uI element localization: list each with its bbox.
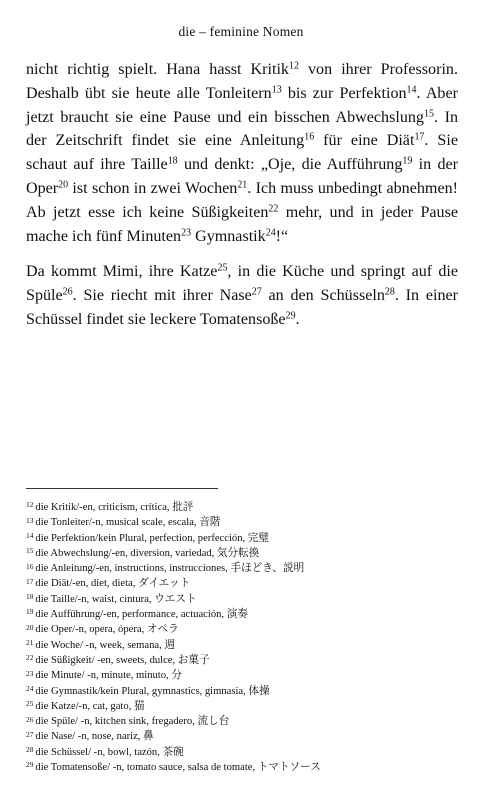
footnote-separator (26, 488, 218, 489)
text-run: , in die Küche und springt auf die Spüle (26, 263, 458, 305)
footnote-marker[interactable]: 16 (304, 131, 315, 143)
footnote-text: die Aufführung/-en, performance, actuación, 演奏 (35, 609, 248, 621)
footnote-number: 21 (26, 638, 34, 648)
footnote-marker[interactable]: 29 (285, 310, 296, 322)
footnote-marker[interactable]: 13 (271, 84, 282, 96)
footnote-number: 25 (26, 699, 34, 709)
text-run: mehr, und in jeder Pause mache ich fünf Minuten (26, 203, 459, 245)
footnote-marker[interactable]: 18 (167, 155, 178, 167)
footnote-text: die Perfektion/kein Plural, perfection, perfección, 完璧 (35, 532, 269, 544)
footnote-item (26, 699, 466, 714)
footnote-number: 26 (26, 714, 34, 724)
footnote-item (26, 515, 466, 530)
footnote-marker[interactable]: 23 (181, 227, 192, 239)
footnote-marker[interactable]: 25 (217, 262, 228, 274)
footnote-marker[interactable]: 24 (265, 227, 276, 239)
text-run: . In einer Schüssel findet sie leckere Tomatensoße (26, 287, 459, 328)
footnote-text: die Spüle/ -n, kitchen sink, fregadero, 流し台 (35, 716, 230, 728)
footnote-text: die Taille/-n, waist, cintura, ウエスト (35, 593, 197, 605)
footnote-item (26, 745, 466, 760)
footnote-number: 16 (26, 561, 34, 571)
footnote-number: 19 (26, 607, 34, 617)
footnote-marker[interactable]: 15 (423, 108, 434, 120)
footnote-marker[interactable]: 26 (62, 286, 73, 298)
footnote-item (26, 622, 466, 637)
footnote-item (26, 546, 466, 561)
footnote-text: die Oper/-n, opera, ópera, オペラ (35, 624, 179, 636)
footnote-item (26, 500, 466, 515)
footnote-number: 15 (26, 546, 34, 556)
text-run: in der Oper (26, 156, 458, 197)
footnote-text: die Tonleiter/-n, musical scale, escala, 音階 (35, 517, 221, 529)
footnote-marker[interactable]: 12 (288, 60, 299, 72)
footnote-item (26, 531, 466, 546)
footnote-marker[interactable]: 19 (402, 155, 413, 167)
text-run: von ihrer Professorin. Deshalb übt sie heute alle Tonleitern (26, 61, 458, 102)
footnote-item (26, 714, 466, 729)
text-run: . Ich muss unbedingt abnehmen! Ab jetzt esse ich keine Süßigkeiten (26, 179, 458, 221)
footnote-marker[interactable]: 28 (384, 286, 395, 298)
footnote-text: die Woche/ -n, week, semana, 週 (35, 639, 175, 651)
footnote-number: 27 (26, 729, 34, 739)
text-run: und denkt: „Oje, die Aufführung (177, 156, 403, 174)
footnote-text: die Schüssel/ -n, bowl, tazón, 茶碗 (35, 746, 184, 758)
paragraph-2 (26, 260, 458, 331)
footnote-text: die Nase/ -n, nose, nariz, 鼻 (35, 731, 154, 743)
footnote-item (26, 576, 466, 591)
text-run: . In der Zeitschrift findet sie eine Anleitung (26, 108, 459, 150)
footnote-item (26, 592, 466, 607)
footnote-number: 23 (26, 668, 34, 678)
footnote-text: die Gymnastik/kein Plural, gymnastics, gimnasia, 体操 (35, 685, 270, 697)
footnote-item (26, 653, 466, 668)
text-run: an den Schüsseln (261, 287, 385, 305)
text-run: . Sie riecht mit ihrer Nase (72, 287, 252, 305)
footnote-number: 22 (26, 653, 34, 663)
footnote-number: 12 (26, 500, 34, 510)
text-run: Da kommt Mimi, ihre Katze (26, 263, 218, 281)
footnote-number: 28 (26, 745, 34, 755)
text-run: Gymnastik (191, 227, 266, 245)
footnote-item (26, 668, 466, 683)
page-header: die – feminine Nomen (178, 24, 304, 39)
footnote-number: 14 (26, 531, 34, 540)
text-run: ist schon in zwei Wochen (68, 179, 238, 197)
footnote-item (26, 760, 466, 775)
footnote-text: die Tomatensoße/ -n, tomato sauce, salsa de tomate, トマトソース (35, 762, 321, 774)
footnote-text: die Anleitung/-en, instructions, instrucciones, 手ほどき、説明 (35, 563, 305, 575)
footnote-text: die Diät/-en, diet, dieta, ダイエット (35, 578, 191, 590)
footnote-number: 29 (26, 760, 34, 770)
footnote-number: 13 (26, 515, 34, 525)
text-run: bis zur Perfektion (281, 84, 407, 102)
footnote-marker[interactable]: 21 (237, 179, 248, 191)
footnote-marker[interactable]: 27 (251, 286, 262, 298)
footnote-number: 17 (26, 576, 34, 586)
footnote-text: die Kritik/-en, criticism, crítica, 批評 (35, 502, 194, 513)
text-run: für eine Diät (314, 132, 415, 150)
footnotes-list (26, 500, 466, 775)
footnote-number: 24 (26, 683, 34, 693)
paragraph-1 (26, 58, 458, 248)
text-run: . (295, 310, 300, 328)
footnote-number: 18 (26, 592, 34, 602)
text-run: !“ (275, 227, 289, 245)
footnote-item (26, 684, 466, 699)
body-text (26, 58, 458, 332)
footnote-marker[interactable]: 22 (268, 203, 279, 215)
footnote-marker[interactable]: 14 (406, 84, 417, 96)
footnote-item (26, 607, 466, 622)
footnote-item (26, 729, 466, 744)
footnote-text: die Minute/ -n, minute, minuto, 分 (35, 670, 182, 682)
text-run: . Sie schaut auf ihre Taille (26, 132, 458, 174)
footnote-marker[interactable]: 20 (58, 179, 69, 191)
footnote-text: die Süßigkeit/ -en, sweets, dulce, お菓子 (35, 654, 210, 666)
footnote-marker[interactable]: 17 (414, 131, 425, 143)
footnote-item (26, 638, 466, 653)
footnote-item (26, 561, 466, 576)
footnote-text: die Katze/-n, cat, gato, 猫 (35, 700, 145, 712)
footnote-text: die Abwechslung/-en, diversion, variedad, 気分転換 (35, 547, 260, 559)
footnote-number: 20 (26, 622, 34, 632)
text-run: . Aber jetzt braucht sie eine Pause und ein bisschen Abwechslung (26, 84, 458, 126)
text-run: nicht richtig spielt. Hana hasst Kritik (26, 61, 289, 78)
